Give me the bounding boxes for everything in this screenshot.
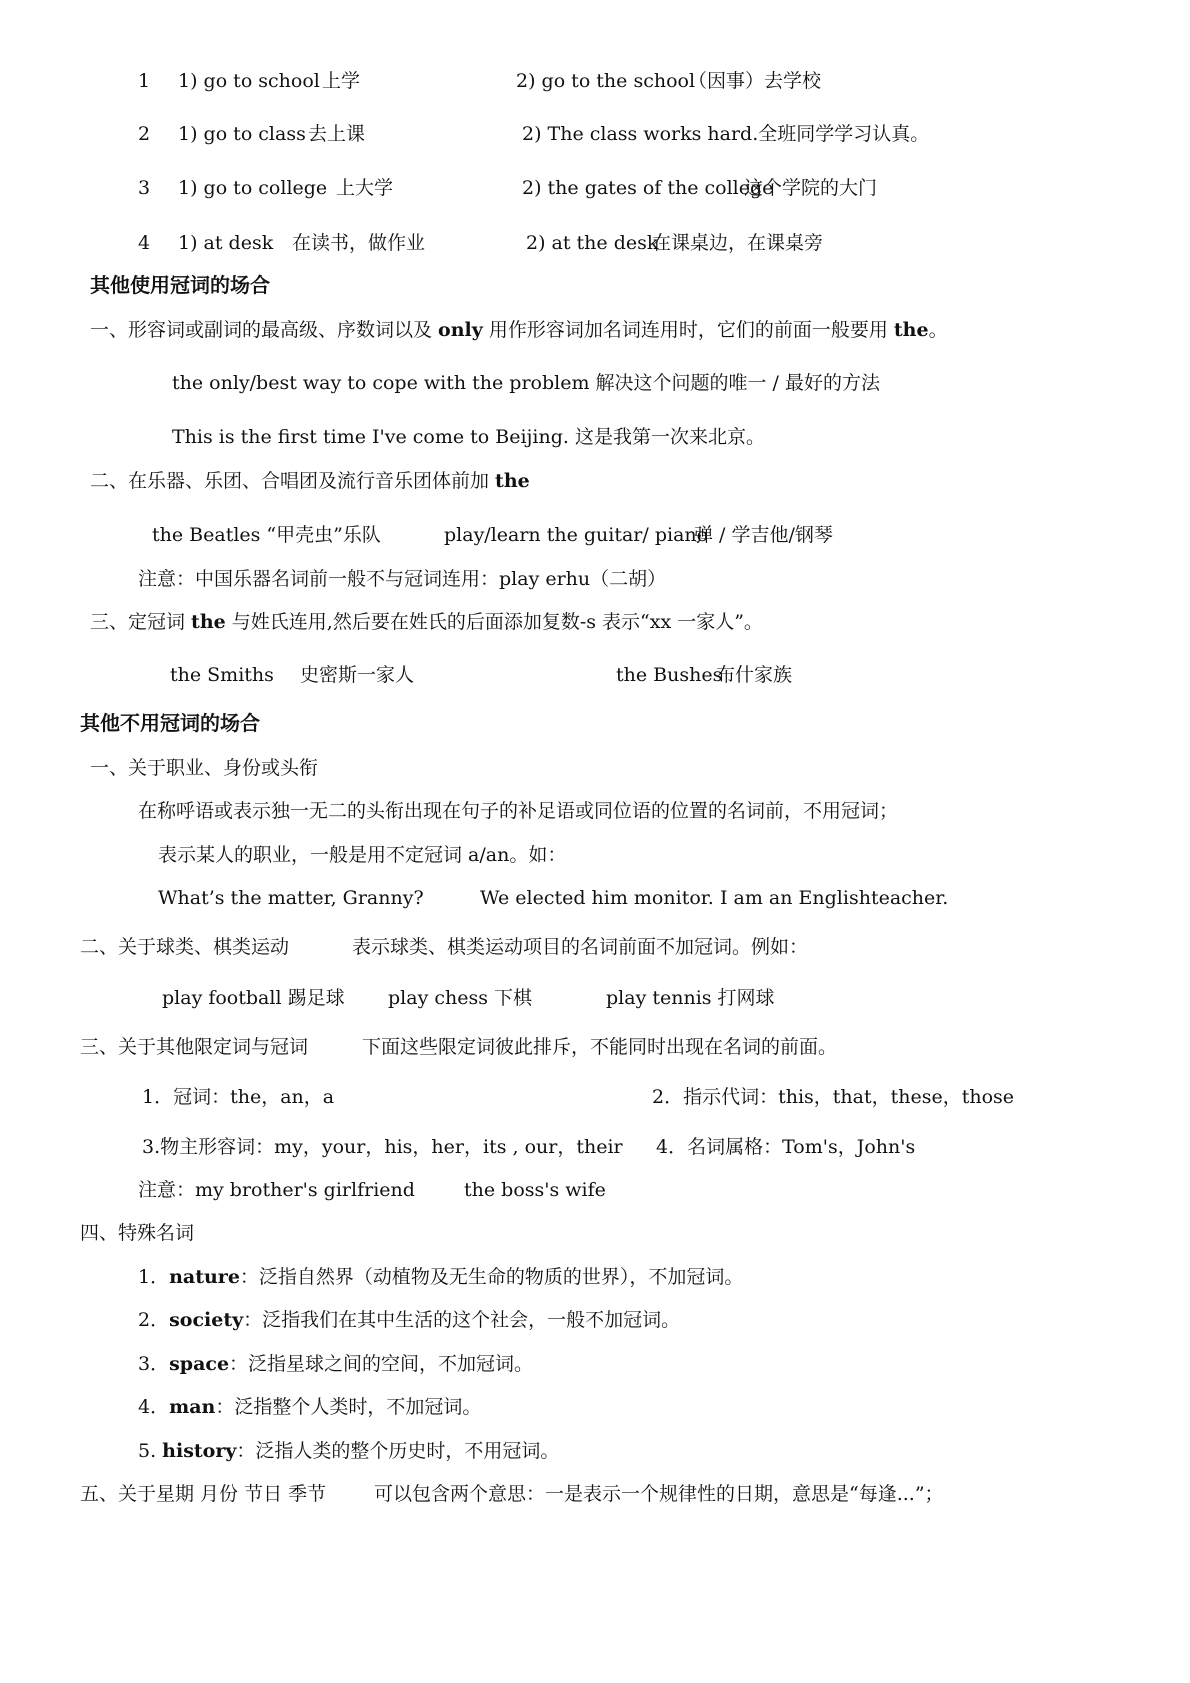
rule-superlative bbox=[90, 317, 948, 343]
example-beatles: the Beatles “甲壳虫”乐队 bbox=[152, 524, 381, 546]
special-noun-space bbox=[138, 1351, 533, 1377]
example-smiths: the Smiths bbox=[170, 664, 274, 686]
note-chinese-instruments: 注意：中国乐器名词前一般不与冠词连用：play erhu（二胡） bbox=[138, 568, 667, 590]
example-chess: play chess 下棋 bbox=[388, 987, 533, 1009]
pair-b-english: 2) at the desk bbox=[526, 232, 659, 254]
rule-titles: 在称呼语或表示独一无二的头衔出现在句子的补足语或同位语的位置的名词前，不用冠词； bbox=[138, 800, 899, 822]
pair-number: 1 bbox=[138, 70, 151, 92]
example-bushes: the Bushes bbox=[616, 664, 723, 686]
section-title-no-articles: 其他不用冠词的场合 bbox=[80, 711, 260, 735]
keyword: man bbox=[169, 1396, 216, 1418]
pair-b-chinese: 在课桌边，在课桌旁 bbox=[652, 232, 824, 254]
pair-b-english: 2) The class works hard.全班同学学习认真。 bbox=[522, 123, 930, 145]
determiner-possessives: 3.物主形容词：my，your，his，her，its , our，their bbox=[142, 1136, 623, 1158]
example-football: play football 踢足球 bbox=[162, 987, 345, 1009]
pair-number: 4 bbox=[138, 232, 151, 254]
item-text: ：泛指整个人类时，不加冠词。 bbox=[215, 1396, 482, 1418]
pair-a-english: 1) go to college bbox=[178, 177, 328, 199]
special-noun-society bbox=[138, 1307, 680, 1333]
rule-text: 二、在乐器、乐团、合唱团及流行音乐团体前加 bbox=[90, 470, 496, 492]
item-text: ：泛指星球之间的空间，不加冠词。 bbox=[229, 1353, 534, 1375]
section-title-use-articles: 其他使用冠词的场合 bbox=[90, 273, 270, 297]
example-guitar-piano-cn: 弹 / 学吉他/钢琴 bbox=[694, 524, 833, 546]
keyword: space bbox=[169, 1353, 230, 1375]
special-noun-man bbox=[138, 1394, 481, 1420]
keyword-only: only bbox=[438, 319, 483, 341]
pair-a-english: 1) at desk bbox=[178, 232, 274, 254]
keyword: society bbox=[169, 1309, 244, 1331]
pair-a-chinese: 上大学 bbox=[336, 177, 394, 199]
pair-b-chinese: （因事）去学校 bbox=[688, 70, 822, 92]
item-number: 2． bbox=[138, 1309, 170, 1331]
rule-text: 。 bbox=[928, 319, 948, 341]
rule-text: 三、定冠词 bbox=[90, 611, 192, 633]
example-first-time: This is the first time I've come to Beijing. 这是我第一次来北京。 bbox=[172, 426, 765, 448]
example-guitar-piano: play/learn the guitar/ piano bbox=[444, 524, 709, 546]
keyword-the: the bbox=[495, 470, 530, 492]
pair-a-english: 1) go to class bbox=[178, 123, 306, 145]
example-smiths-cn: 史密斯一家人 bbox=[300, 664, 415, 686]
rule-dates-seasons: 可以包含两个意思：一是表示一个规律性的日期，意思是“每逢...”； bbox=[374, 1483, 944, 1505]
subheading-special-nouns: 四、特殊名词 bbox=[80, 1222, 195, 1244]
rule-determiners: 下面这些限定词彼此排斥，不能同时出现在名词的前面。 bbox=[362, 1036, 838, 1058]
item-text: ：泛指人类的整个历史时，不用冠词。 bbox=[236, 1440, 560, 1462]
rule-instruments bbox=[90, 468, 530, 494]
pair-number: 3 bbox=[138, 177, 151, 199]
note-girlfriend: 注意：my brother's girlfriend bbox=[138, 1179, 415, 1201]
item-text: ：泛指我们在其中生活的这个社会，一般不加冠词。 bbox=[243, 1309, 681, 1331]
pair-a-chinese: 去上课 bbox=[308, 123, 366, 145]
keyword: nature bbox=[169, 1266, 240, 1288]
determiner-demonstratives: 2．指示代词：this，that，these，those bbox=[652, 1086, 1015, 1108]
subheading-occupations: 一、关于职业、身份或头衔 bbox=[90, 757, 319, 779]
subheading-determiners: 三、关于其他限定词与冠词 bbox=[80, 1036, 309, 1058]
keyword-the: the bbox=[191, 611, 226, 633]
item-number: 3． bbox=[138, 1353, 170, 1375]
item-number: 4． bbox=[138, 1396, 170, 1418]
pair-b-english: 2) the gates of the college bbox=[522, 177, 774, 199]
example-only-best-way: the only/best way to cope with the problem 解决这个问题的唯一 / 最好的方法 bbox=[172, 372, 880, 394]
rule-text: 与姓氏连用,然后要在姓氏的后面添加复数-s 表示“xx 一家人”。 bbox=[225, 611, 763, 633]
example-tennis: play tennis 打网球 bbox=[606, 987, 775, 1009]
pair-b-chinese: 这个学院的大门 bbox=[744, 177, 878, 199]
item-text: ：泛指自然界（动植物及无生命的物质的世界），不加冠词。 bbox=[239, 1266, 744, 1288]
example-english-teacher: I am an Englishteacher. bbox=[720, 887, 949, 909]
item-number: 5. bbox=[138, 1440, 163, 1462]
note-boss-wife: the boss's wife bbox=[464, 1179, 606, 1201]
special-noun-nature bbox=[138, 1264, 743, 1290]
subheading-sports: 二、关于球类、棋类运动 bbox=[80, 936, 290, 958]
special-noun-history bbox=[138, 1438, 559, 1464]
pair-a-chinese: 在读书，做作业 bbox=[292, 232, 426, 254]
item-number: 1． bbox=[138, 1266, 170, 1288]
determiner-genitive: 4．名词属格：Tom's，John's bbox=[656, 1136, 916, 1158]
rule-text: 一、形容词或副词的最高级、序数词以及 bbox=[90, 319, 439, 341]
example-bushes-cn: 布什家族 bbox=[716, 664, 793, 686]
rule-occupation: 表示某人的职业，一般是用不定冠词 a/an。如： bbox=[158, 844, 567, 866]
keyword: history bbox=[162, 1440, 237, 1462]
example-monitor: We elected him monitor. bbox=[480, 887, 714, 909]
pair-a-english: 1) go to school bbox=[178, 70, 320, 92]
pair-b-english: 2) go to the school bbox=[516, 70, 696, 92]
determiner-articles: 1．冠词：the，an，a bbox=[142, 1086, 335, 1108]
rule-text: 用作形容词加名词连用时，它们的前面一般要用 bbox=[482, 319, 894, 341]
pair-a-chinese: 上学 bbox=[322, 70, 361, 92]
pair-number: 2 bbox=[138, 123, 151, 145]
example-granny: What’s the matter, Granny? bbox=[158, 887, 424, 909]
keyword-the: the bbox=[893, 319, 929, 341]
rule-sports: 表示球类、棋类运动项目的名词前面不加冠词。例如： bbox=[352, 936, 809, 958]
subheading-dates-seasons: 五、关于星期 月份 节日 季节 bbox=[80, 1483, 327, 1505]
rule-surnames bbox=[90, 609, 763, 635]
